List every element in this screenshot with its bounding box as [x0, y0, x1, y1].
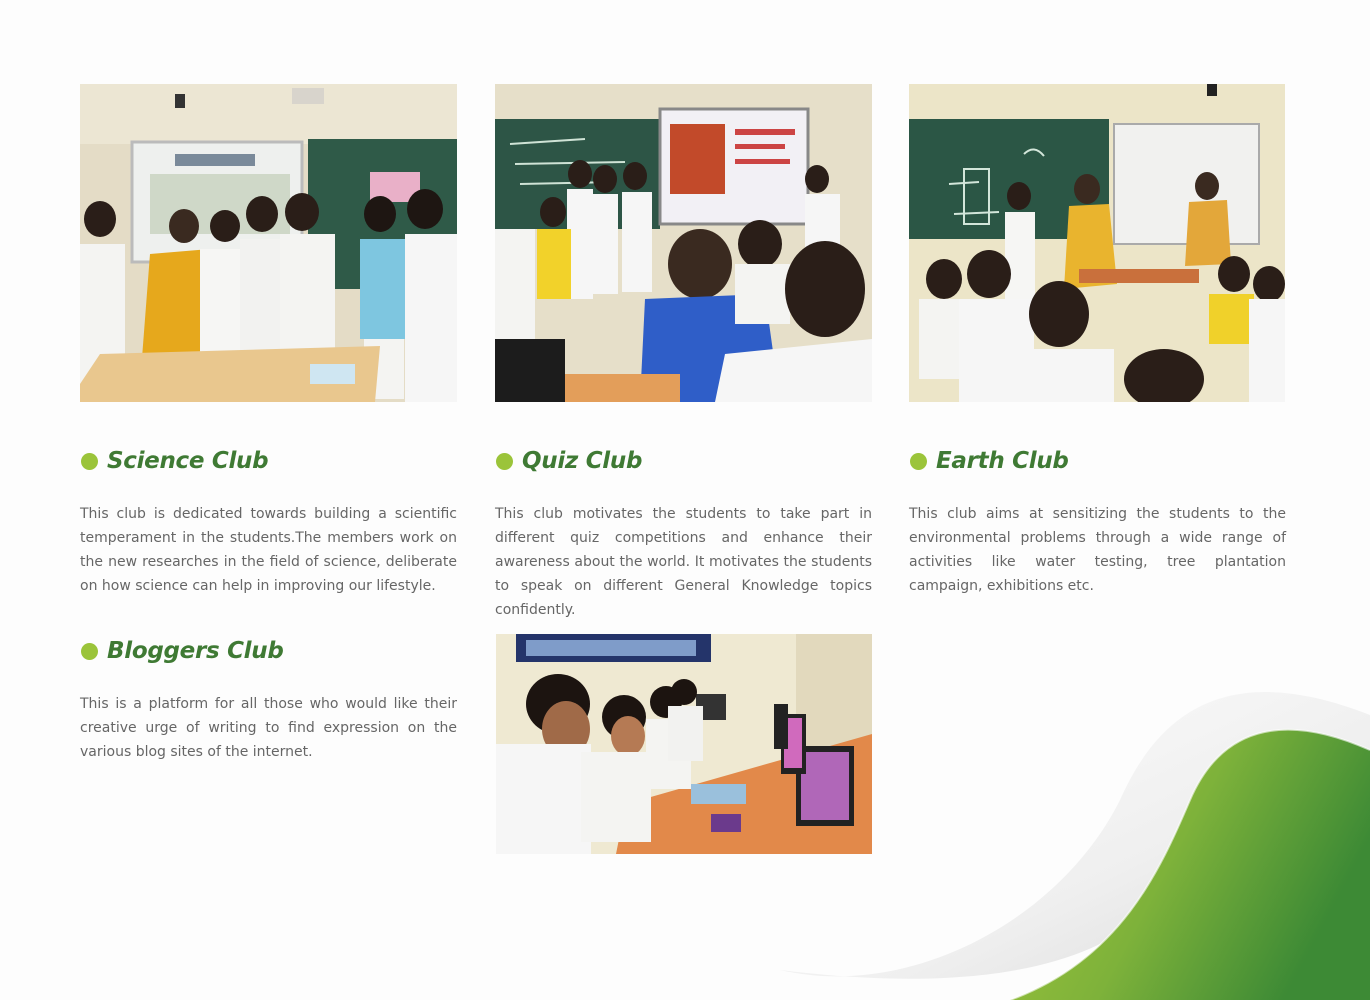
bloggers-club-description: This is a platform for all those who would like their creative urge of writing to find expression on the various blog sites of the internet.	[80, 696, 457, 760]
quiz-club-description: This club motivates the students to take part in different quiz competitions and enhance their awareness about the world. It motivates the students to speak on different General Knowledge topics confidently.	[495, 506, 872, 618]
quiz-club-heading	[496, 446, 642, 476]
science-club-photo	[80, 84, 457, 402]
earth-club-description: This club aims at sensitizing the students to the environmental problems through a wide range of activities like water testing, tree plantation campaign, exhibitions etc.	[909, 506, 1286, 594]
earth-club-photo	[909, 84, 1285, 402]
earth-club-heading	[910, 446, 1069, 476]
bloggers-club-title: Bloggers Club	[107, 638, 284, 664]
bullet-dot-icon	[81, 643, 98, 660]
quiz-club-title: Quiz Club	[522, 448, 643, 474]
quiz-club-photo	[495, 84, 872, 402]
bullet-dot-icon	[910, 453, 927, 470]
bullet-dot-icon	[81, 453, 98, 470]
science-club-description: This club is dedicated towards building a scientific temperament in the students.The members work on the new researches in the field of science, deliberate on how science can help in improving our lifestyle.	[80, 506, 457, 594]
earth-club-title: Earth Club	[936, 448, 1069, 474]
bloggers-club-heading	[81, 636, 283, 666]
science-club-title: Science Club	[107, 448, 269, 474]
science-club-heading	[81, 446, 268, 476]
page-curl-decoration	[760, 640, 1370, 1000]
bullet-dot-icon	[496, 453, 513, 470]
